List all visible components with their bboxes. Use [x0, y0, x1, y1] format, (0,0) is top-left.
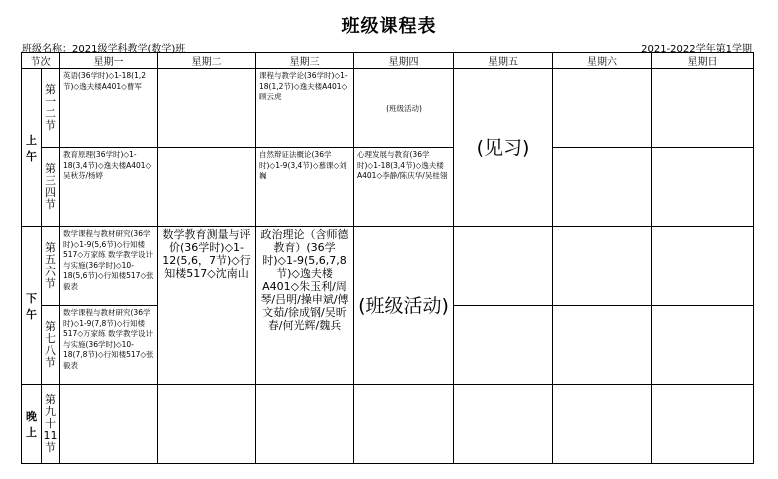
empty-cell: [652, 306, 754, 385]
header-thursday: 星期四: [354, 53, 454, 69]
empty-cell: [454, 227, 553, 306]
course-wed-afternoon: 政治理论（含师德教育）(36学时)◇1-9(5,6,7,8节)◇逸夫楼A401◇朱玉利/周琴/吕明/操申斌/傅文茹/徐成钢/吴昕春/何光辉/魏兵: [256, 227, 354, 385]
empty-cell: [553, 69, 652, 148]
course-tue-afternoon: 数学教育测量与评价(36学时)◇1-12(5,6，7节)◇行知楼517◇沈南山: [158, 227, 256, 385]
empty-cell: [354, 385, 454, 464]
period-evening: 晚上: [22, 385, 42, 464]
empty-cell: [256, 385, 354, 464]
slot-3-4: 第三四节: [42, 148, 60, 227]
empty-cell: [553, 148, 652, 227]
slot-5-6: 第五六节: [42, 227, 60, 306]
course-mon-7-8: 数学课程与教材研究(36学时)◇1-9(7,8节)◇行知楼517◇万家练 数学教学设计与实施(36学时)◇10-18(7,8节)◇行知楼517◇张毅表: [60, 306, 158, 385]
course-mon-5-6: 数学课程与教材研究(36学时)◇1-9(5,6节)◇行知楼517◇万家练 数学教学设计与实施(36学时)◇10-18(5,6节)◇行知楼517◇张毅表: [60, 227, 158, 306]
course-mon-3-4: 教育原理(36学时)◇1-18(3,4节)◇逸夫楼A401◇吴秋芬/杨婷: [60, 148, 158, 227]
empty-cell: [553, 306, 652, 385]
page-title: 班级课程表: [341, 16, 437, 37]
empty-cell: [60, 385, 158, 464]
header-friday: 星期五: [454, 53, 553, 69]
course-mon-1-2: 英语(36学时)◇1-18(1,2节)◇逸夫楼A401◇曹军: [60, 69, 158, 148]
timetable: [21, 52, 754, 464]
header-saturday: 星期六: [553, 53, 652, 69]
header-period: 节次: [22, 53, 60, 69]
empty-cell: [652, 385, 754, 464]
class-name: 班级名称：2021级学科教学(数学)班: [22, 44, 186, 55]
header-sunday: 星期日: [652, 53, 754, 69]
period-afternoon: 下午: [22, 227, 42, 385]
period-morning: 上午: [22, 69, 42, 227]
empty-cell: [652, 69, 754, 148]
empty-cell: [553, 385, 652, 464]
course-wed-1-2: 课程与教学论(36学时)◇1-18(1,2节)◇逸夫楼A401◇顾云虎: [256, 69, 354, 148]
empty-cell: [158, 69, 256, 148]
course-fri-morning: (见习): [454, 69, 553, 227]
slot-1-2: 第一二节: [42, 69, 60, 148]
empty-cell: [652, 148, 754, 227]
empty-cell: [652, 227, 754, 306]
header-tuesday: 星期二: [158, 53, 256, 69]
empty-cell: [158, 385, 256, 464]
empty-cell: [553, 227, 652, 306]
empty-cell: [454, 306, 553, 385]
course-thu-afternoon: (班级活动): [354, 227, 454, 385]
slot-7-8: 第七八节: [42, 306, 60, 385]
empty-cell: [158, 148, 256, 227]
course-thu-1-2: (班级活动): [354, 69, 454, 148]
semester: 2021-2022学年第1学期: [641, 44, 752, 55]
slot-9-11: 第九十11节: [42, 385, 60, 464]
header-monday: 星期一: [60, 53, 158, 69]
course-wed-3-4: 自然辩证法概论(36学时)◇1-9(3,4节)◇慕课◇刘巍: [256, 148, 354, 227]
course-thu-3-4: 心理发展与教育(36学时)◇1-18(3,4节)◇逸夫楼A401◇李静/陈庆华/吴桂翎: [354, 148, 454, 227]
header-wednesday: 星期三: [256, 53, 354, 69]
empty-cell: [454, 385, 553, 464]
